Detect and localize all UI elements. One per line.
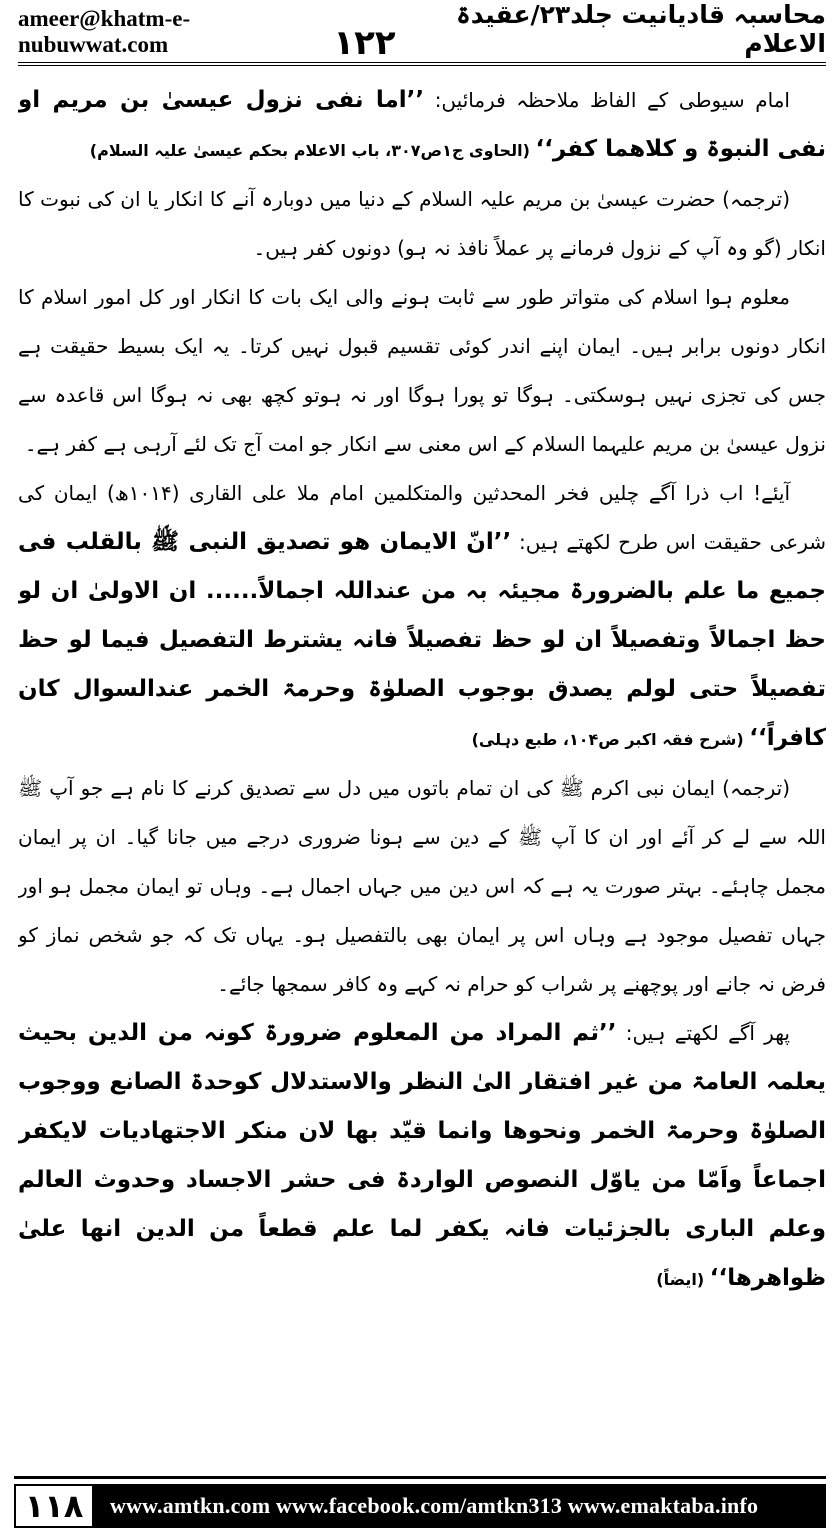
paragraph [18,1009,826,1304]
footer-links: www.amtkn.com www.facebook.com/amtkn313 www.emaktaba.info [110,1493,759,1518]
paragraph [18,273,826,469]
page-body [18,76,826,1454]
urdu-text: پھر آگے لکھتے ہیں: [616,1021,790,1045]
arabic-quote: ’’ثم المراد من المعلوم ضرورۃ کونہ من الدین بحیث یعلمہ العامۃ من غیر افتقار الیٰ النظر والاستدلال کوحدۃ الصانع ووجوب الصلوٰۃ وحرمۃ الخمر ونحوھا وانما قیّد بھا لان منکر الاجتھادیات لایکفر اجماعاً واَمّا من یاوّل النصوص الواردۃ فی حشر الاجساد وحدوث العالم وعلم الباری بالجزئیات فانہ یکفر لما علم قطعاً من الدین انھا علیٰ ظواھرھا‘‘ [18,1020,826,1291]
reference-citation: (شرح فقہ اکبر ص۱۰۴، طبع دہلی) [471,730,750,749]
header-title: محاسبہ قادیانیت جلد۲۳/عقیدۃ الاعلام [456,0,826,58]
urdu-text: معلوم ہوا اسلام کی متواتر طور سے ثابت ہونے والی ایک بات کا انکار اور کل امور اسلام کا انکار دونوں برابر ہیں۔ ایمان اپنے اندر کوئی تقسیم قبول نہیں کرتا۔ یہ ایک بسیط حقیقت ہے جس کی تجزی نہیں ہوسکتی۔ ہوگا تو پورا ہوگا اور نہ ہوتو کچھ بھی نہ ہوگا اس قاعدہ سے نزول عیسیٰ بن مریم علیہما السلام کے اس معنی سے انکار جو امت آج تک لئے آرہی ہے کفر ہے۔ [18,285,826,456]
urdu-text: (ترجمہ) ایمان نبی اکرم ﷺ کی ان تمام باتوں میں دل سے تصدیق کرنے کا نام ہے جو آپ ﷺ اللہ سے لے کر آئے اور ان کا آپ ﷺ کے دین سے ہونا ضروری درجے میں جانا گیا۔ ان پر ایمان مجمل چاہئے۔ بہتر صورت یہ ہے کہ اس دین میں جہاں اجمال ہے۔ وہاں تو ایمان مجمل ہو اور جہاں تفصیل موجود ہے وہاں اس پر ایمان بھی بالتفصیل ہو۔ یہاں تک کہ جو شخص نماز کو فرض نہ جانے اور پوچھنے پر شراب کو حرام نہ کہے وہ کافر سمجھا جائے۔ [18,776,826,996]
urdu-text: (ترجمہ) حضرت عیسیٰ بن مریم علیہ السلام کے دنیا میں دوبارہ آنے کا انکار یا ان کی نبوت کا انکار (گو وہ آپ کے نزول فرمانے پر عملاً نافذ نہ ہو) دونوں کفر ہیں۔ [18,187,826,260]
header-page-number: ۱۲۲ [333,23,396,63]
paragraph [18,175,826,273]
arabic-quote: ’’انّ الایمان ھو تصدیق النبی ﷺ بالقلب فی جمیع ما علم بالضرورۃ مجیئہ بہ من عنداللہ اجمالاً...... ان الاولیٰ ان لو حظ اجمالاً وتفصیلاً ان لو حظ تفصیلاً فانہ یشترط التفصیل فیما لو حظ تفصیلاً حتی لولم یصدق بوجوب الصلوٰۃ وحرمۃ الخمر عندالسوال کان کافراً‘‘ [18,529,826,751]
reference-citation: (الحاوی ج۱ص۳۰۷، باب الاعلام بحکم عیسیٰ علیہ السلام) [89,141,536,160]
paragraph [18,76,826,175]
paragraph [18,469,826,764]
footer-rule [14,1476,826,1479]
paragraph [18,764,826,1009]
urdu-text: آیئے! اب ذرا آگے چلیں فخر المحدثین والمتکلمین امام ملا علی القاری (۱۰۱۴ھ) ایمان کی شرعی حقیقت اس طرح لکھتے ہیں: [18,481,826,554]
page-footer [14,1484,826,1528]
urdu-text: امام سیوطی کے الفاظ ملاحظہ فرمائیں: [424,88,790,112]
footer-page-number: ۱۱۸ [14,1484,94,1528]
header-email: ameer@khatm-e-nubuwwat.com [18,6,191,57]
arabic-quote: ’’اما نفی نزول عیسیٰ بن مریم او نفی النبوۃ و کلاھما کفر‘‘ [18,87,826,162]
reference-citation: (ایضاً) [656,1270,710,1289]
page-header [18,0,826,66]
